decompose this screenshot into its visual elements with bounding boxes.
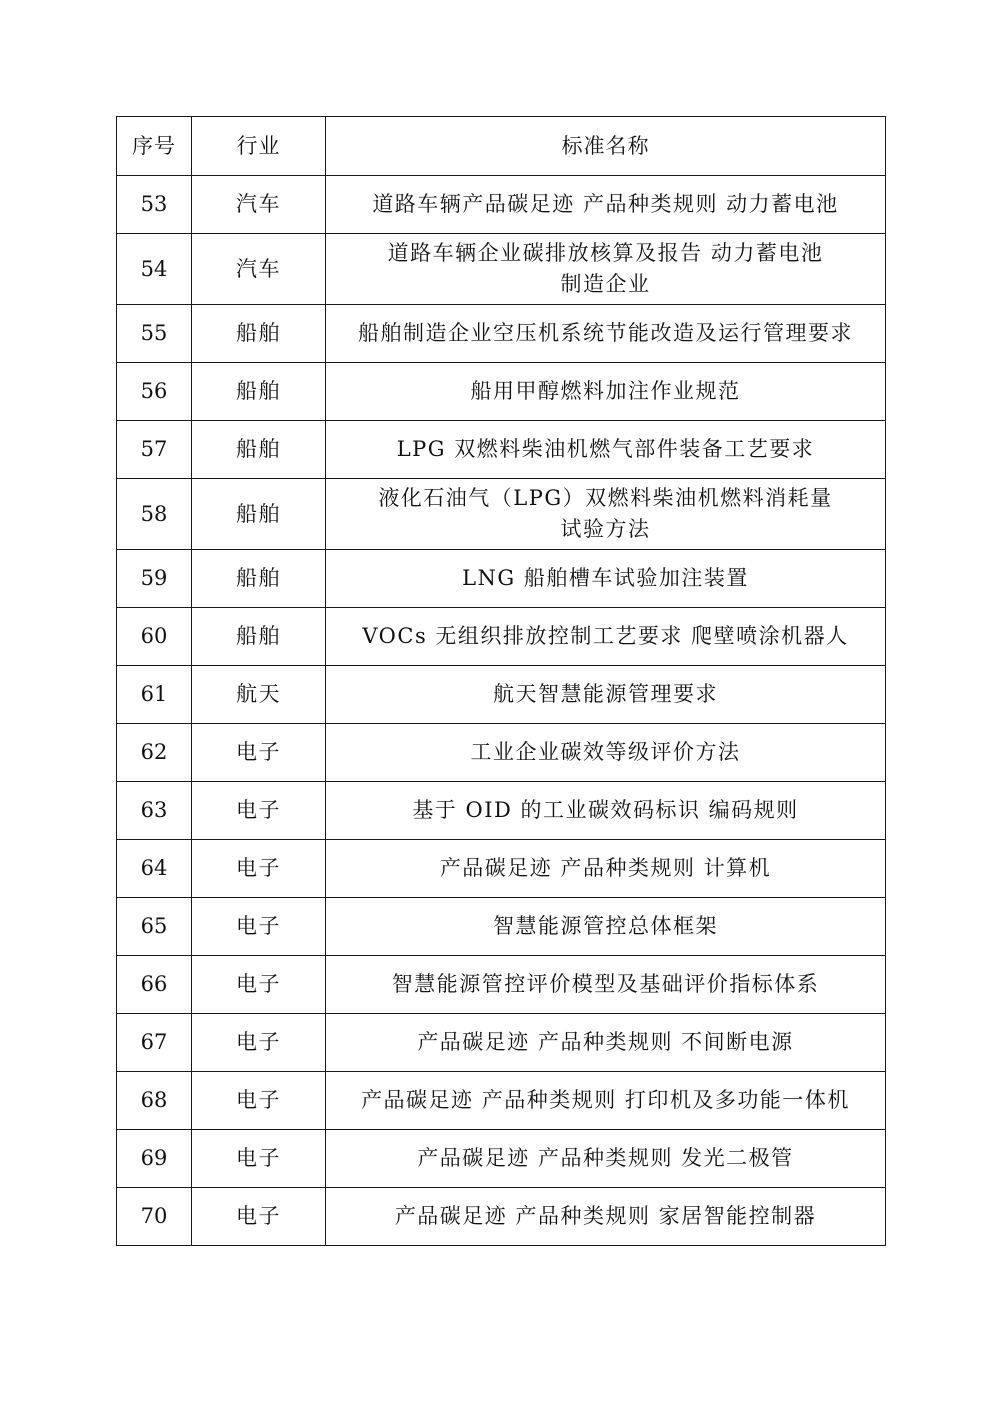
row-industry: 船舶 [192, 305, 326, 363]
row-industry: 电子 [192, 1072, 326, 1130]
table-row [117, 1130, 886, 1188]
standard-name-line: 道路车辆产品碳足迹 产品种类规则 动力蓄电池 [372, 192, 839, 216]
table-row [117, 363, 886, 421]
standard-name-line: 产品碳足迹 产品种类规则 家居智能控制器 [394, 1204, 817, 1228]
row-standard-name [326, 840, 886, 898]
standard-name-line: LNG 船舶槽车试验加注装置 [462, 566, 749, 590]
row-seq: 70 [117, 1188, 192, 1246]
standard-name-line: 产品碳足迹 产品种类规则 打印机及多功能一体机 [361, 1088, 850, 1112]
row-seq: 68 [117, 1072, 192, 1130]
row-standard-name [326, 550, 886, 608]
row-standard-name [326, 724, 886, 782]
standard-name-line: 产品碳足迹 产品种类规则 计算机 [439, 856, 772, 880]
row-industry: 电子 [192, 1130, 326, 1188]
standard-name-line: 道路车辆企业碳排放核算及报告 动力蓄电池 [387, 241, 824, 265]
standards-table [116, 116, 886, 1246]
row-standard-name [326, 1014, 886, 1072]
row-standard-name [326, 421, 886, 479]
table-row [117, 666, 886, 724]
row-seq: 64 [117, 840, 192, 898]
standard-name-line: 工业企业碳效等级评价方法 [470, 740, 741, 764]
table-row [117, 782, 886, 840]
row-seq: 65 [117, 898, 192, 956]
table-header [117, 117, 886, 176]
standard-name-line: 液化石油气（LPG）双燃料柴油机燃料消耗量 [378, 486, 833, 510]
standard-name-line: 基于 OID 的工业碳效码标识 编码规则 [412, 798, 799, 822]
table-row [117, 305, 886, 363]
table-row [117, 421, 886, 479]
header-standard-name: 标准名称 [326, 117, 886, 176]
standard-name-line: VOCs 无组织排放控制工艺要求 爬壁喷涂机器人 [362, 624, 849, 648]
row-seq: 53 [117, 176, 192, 234]
row-standard-name [326, 898, 886, 956]
row-seq: 60 [117, 608, 192, 666]
row-seq: 61 [117, 666, 192, 724]
header-industry: 行业 [192, 117, 326, 176]
standard-name-line: 智慧能源管控总体框架 [493, 914, 718, 938]
table-row [117, 1188, 886, 1246]
header-seq: 序号 [117, 117, 192, 176]
row-industry: 船舶 [192, 550, 326, 608]
standard-name-line: 船用甲醇燃料加注作业规范 [470, 379, 741, 403]
table-row [117, 479, 886, 550]
row-standard-name [326, 305, 886, 363]
table-row [117, 1014, 886, 1072]
row-seq: 56 [117, 363, 192, 421]
row-industry: 船舶 [192, 421, 326, 479]
row-industry: 船舶 [192, 363, 326, 421]
table-body [117, 176, 886, 1246]
row-seq: 62 [117, 724, 192, 782]
table-row [117, 1072, 886, 1130]
row-standard-name [326, 234, 886, 305]
standard-name-line: 产品碳足迹 产品种类规则 发光二极管 [417, 1146, 794, 1170]
row-industry: 船舶 [192, 608, 326, 666]
standard-name-line: 船舶制造企业空压机系统节能改造及运行管理要求 [358, 321, 853, 345]
standard-name-line: 产品碳足迹 产品种类规则 不间断电源 [417, 1030, 794, 1054]
row-industry: 电子 [192, 1014, 326, 1072]
row-seq: 58 [117, 479, 192, 550]
row-industry: 电子 [192, 782, 326, 840]
table-row [117, 234, 886, 305]
row-industry: 汽车 [192, 176, 326, 234]
row-standard-name [326, 479, 886, 550]
row-industry: 电子 [192, 1188, 326, 1246]
row-seq: 55 [117, 305, 192, 363]
row-industry: 船舶 [192, 479, 326, 550]
row-industry: 航天 [192, 666, 326, 724]
table-row [117, 724, 886, 782]
row-standard-name [326, 782, 886, 840]
standard-name-line: 航天智慧能源管理要求 [493, 682, 718, 706]
row-industry: 汽车 [192, 234, 326, 305]
header-row [117, 117, 886, 176]
row-standard-name [326, 1072, 886, 1130]
standard-name-line: LPG 双燃料柴油机燃气部件装备工艺要求 [396, 437, 815, 461]
row-industry: 电子 [192, 724, 326, 782]
row-standard-name [326, 956, 886, 1014]
standard-name-line: 试验方法 [560, 517, 651, 541]
row-standard-name [326, 666, 886, 724]
row-standard-name [326, 1130, 886, 1188]
table-row [117, 956, 886, 1014]
standard-name-line: 智慧能源管控评价模型及基础评价指标体系 [391, 972, 820, 996]
table-row [117, 176, 886, 234]
table-row [117, 608, 886, 666]
row-standard-name [326, 608, 886, 666]
table-row [117, 550, 886, 608]
row-seq: 67 [117, 1014, 192, 1072]
row-standard-name [326, 1188, 886, 1246]
row-industry: 电子 [192, 956, 326, 1014]
row-seq: 63 [117, 782, 192, 840]
row-industry: 电子 [192, 898, 326, 956]
row-industry: 电子 [192, 840, 326, 898]
row-seq: 69 [117, 1130, 192, 1188]
table-row [117, 898, 886, 956]
table-row [117, 840, 886, 898]
row-seq: 57 [117, 421, 192, 479]
row-seq: 59 [117, 550, 192, 608]
standard-name-line: 制造企业 [560, 272, 651, 296]
row-standard-name [326, 363, 886, 421]
row-seq: 54 [117, 234, 192, 305]
row-seq: 66 [117, 956, 192, 1014]
row-standard-name [326, 176, 886, 234]
